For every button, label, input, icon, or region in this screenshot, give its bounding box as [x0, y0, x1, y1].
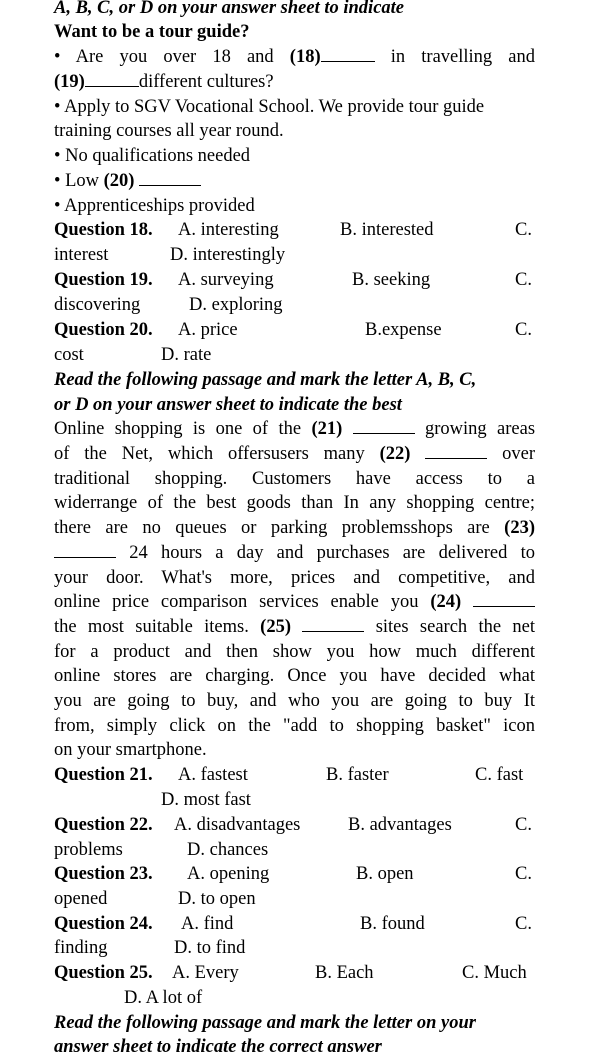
q20-option-a[interactable]: A. price	[178, 320, 238, 340]
q25-option-b[interactable]: B. Each	[315, 963, 374, 983]
q19-option-d[interactable]: D. exploring	[189, 295, 283, 315]
question-24-label: Question 24.	[54, 914, 153, 934]
passage-line: traditional shopping. Customers have access to a	[54, 469, 535, 489]
blank-23[interactable]	[54, 543, 116, 558]
q19-option-c-letter[interactable]: C.	[515, 270, 532, 290]
q25-option-d[interactable]: D. A lot of	[124, 988, 203, 1008]
q21-option-d[interactable]: D. most fast	[161, 790, 251, 810]
ad-bullet-5: • Apprenticeships provided	[54, 196, 255, 216]
q22-option-d[interactable]: D. chances	[187, 840, 269, 860]
q18-option-b[interactable]: B. interested	[340, 220, 434, 240]
q24-option-d[interactable]: D. to find	[174, 938, 246, 958]
instruction-2-line-1: Read the following passage and mark the letter A, B, C,	[54, 370, 477, 390]
q22-option-c-letter[interactable]: C.	[515, 815, 532, 835]
ad-bullet-3: • No qualifications needed	[54, 146, 251, 166]
q21-option-b[interactable]: B. faster	[326, 765, 389, 785]
ad-title: Want to be a tour guide?	[54, 22, 250, 42]
q19-option-b[interactable]: B. seeking	[352, 270, 431, 290]
question-22-label: Question 22.	[54, 815, 153, 835]
q23-option-c-letter[interactable]: C.	[515, 864, 532, 884]
q18-option-a[interactable]: A. interesting	[178, 220, 279, 240]
passage-line: there are no queues or parking problemsshops are (23)	[54, 518, 535, 538]
blank-25[interactable]	[302, 617, 364, 632]
q20-option-c[interactable]: cost	[54, 345, 84, 365]
passage-line: on your smartphone.	[54, 740, 207, 760]
q18-option-c-letter[interactable]: C.	[515, 220, 532, 240]
ad-bullet-1: • Are you over 18 and (18) in travelling and	[54, 47, 536, 67]
q22-option-a[interactable]: A. disadvantages	[174, 815, 301, 835]
q22-option-c[interactable]: problems	[54, 840, 123, 860]
q18-option-c[interactable]: interest	[54, 245, 109, 265]
question-25-label: Question 25.	[54, 963, 153, 983]
q18-option-d[interactable]: D. interestingly	[170, 245, 286, 265]
instruction-3-line-2: answer sheet to indicate the correct answer	[54, 1037, 382, 1057]
passage-line: Online shopping is one of the (21) growing areas	[54, 419, 536, 439]
passage-line: from, simply click on the "add to shopping basket" icon	[54, 716, 535, 736]
q23-option-b[interactable]: B. open	[356, 864, 414, 884]
passage-line: online stores are charging. Once you have decided what	[54, 666, 535, 686]
q23-option-a[interactable]: A. opening	[187, 864, 270, 884]
blank-21[interactable]	[353, 419, 415, 434]
q19-option-c[interactable]: discovering	[54, 295, 141, 315]
q24-option-a[interactable]: A. find	[181, 914, 234, 934]
instruction-3-line-1: Read the following passage and mark the letter on your	[54, 1013, 476, 1033]
blank-20[interactable]	[139, 171, 201, 186]
passage-line: for a product and then show you how much different	[54, 642, 535, 662]
q25-option-a[interactable]: A. Every	[172, 963, 239, 983]
question-23-label: Question 23.	[54, 864, 153, 884]
instruction-2-line-2: or D on your answer sheet to indicate the best	[54, 395, 402, 415]
q20-option-c-letter[interactable]: C.	[515, 320, 532, 340]
passage-line: of the Net, which offersusers many (22) over	[54, 444, 536, 464]
passage-line: widerrange of the best goods than In any shopping centre;	[54, 493, 535, 513]
q23-option-d[interactable]: D. to open	[178, 889, 256, 909]
passage-line: the most suitable items. (25) sites search the net	[54, 617, 536, 637]
passage-line: online price comparison services enable you (24)	[54, 590, 535, 615]
q22-option-b[interactable]: B. advantages	[348, 815, 452, 835]
blank-19[interactable]	[85, 72, 139, 87]
q21-option-a[interactable]: A. fastest	[178, 765, 248, 785]
ad-bullet-1-cont: (19) different cultures?	[54, 72, 274, 92]
q24-option-c-letter[interactable]: C.	[515, 914, 532, 934]
ad-bullet-2: • Apply to SGV Vocational School. We provide tour guide	[54, 97, 485, 117]
q24-option-b[interactable]: B. found	[360, 914, 425, 934]
question-19-label: Question 19.	[54, 270, 153, 290]
question-20-label: Question 20.	[54, 320, 153, 340]
ad-bullet-2-cont: training courses all year round.	[54, 121, 284, 141]
q20-option-d[interactable]: D. rate	[161, 345, 212, 365]
passage-line: your door. What's more, prices and competitive, and	[54, 568, 535, 588]
q21-option-c[interactable]: C. fast	[475, 765, 524, 785]
blank-18[interactable]	[321, 47, 375, 62]
q25-option-c[interactable]: C. Much	[462, 963, 527, 983]
instruction-line: A, B, C, or D on your answer sheet to indicate	[54, 0, 405, 18]
passage-line: you are going to buy, and who you are going to buy It	[54, 691, 535, 711]
q20-option-b[interactable]: B.expense	[365, 320, 442, 340]
ad-bullet-4: • Low (20)	[54, 169, 535, 194]
blank-24[interactable]	[473, 592, 535, 607]
q19-option-a[interactable]: A. surveying	[178, 270, 274, 290]
blank-22[interactable]	[425, 444, 487, 459]
q23-option-c[interactable]: opened	[54, 889, 108, 909]
q24-option-c[interactable]: finding	[54, 938, 108, 958]
passage-line: 24 hours a day and purchases are delivered to	[54, 541, 535, 566]
question-21-label: Question 21.	[54, 765, 153, 785]
question-18-label: Question 18.	[54, 220, 153, 240]
